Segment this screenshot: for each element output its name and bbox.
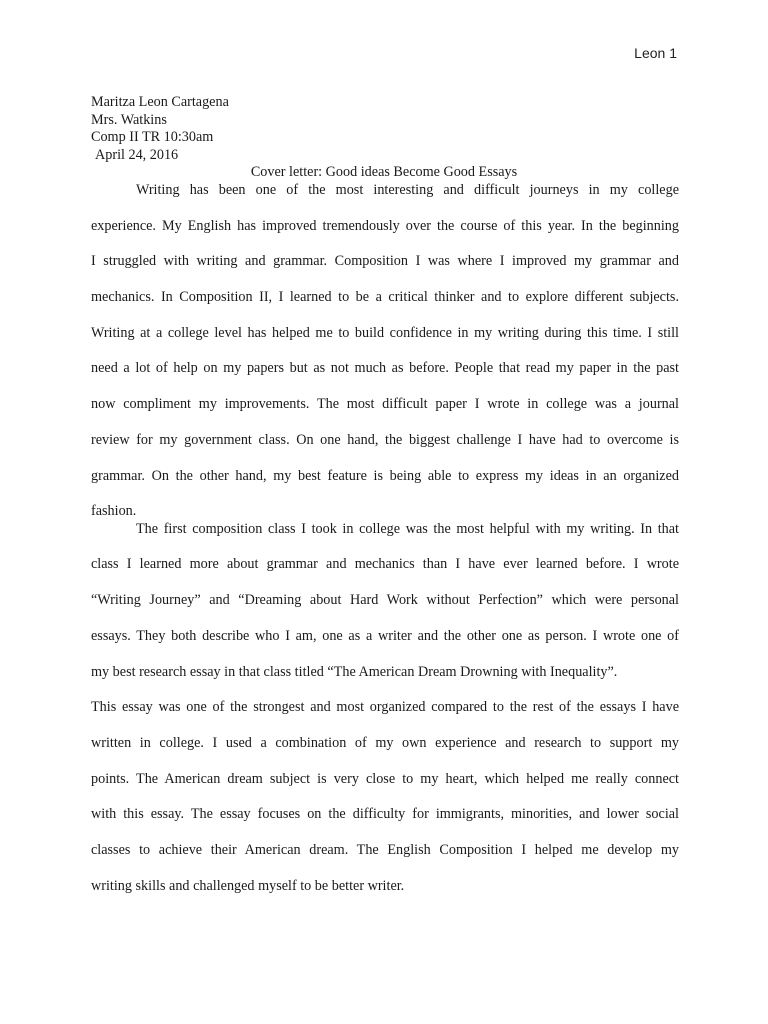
instructor-name: Mrs. Watkins <box>91 111 167 128</box>
text-line: The first composition class I took in college was the most helpful with my writing. In that <box>136 520 679 537</box>
text-line: points. The American dream subject is very close to my heart, which helped me really connect <box>91 770 679 787</box>
text-line: mechanics. In Composition II, I learned to be a critical thinker and to explore different subjects. <box>91 289 679 306</box>
text-line: experience. My English has improved tremendously over the course of this year. In the beginning <box>91 217 679 234</box>
text-line: This essay was one of the strongest and most organized compared to the rest of the essays I have <box>91 699 679 716</box>
running-head: Leon 1 <box>634 45 677 61</box>
date: April 24, 2016 <box>95 146 179 163</box>
text-line: essays. They both describe who I am, one as a writer and the other one as person. I wrote one of <box>91 627 679 644</box>
text-line: fashion. <box>91 503 137 520</box>
text-line: grammar. On the other hand, my best feature is being able to express my ideas in an organized <box>91 467 679 484</box>
text-line: written in college. I used a combination of my own experience and research to support my <box>91 734 679 751</box>
text-line: now compliment my improvements. The most difficult paper I wrote in college was a journal <box>91 396 679 413</box>
course-name: Comp II TR 10:30am <box>91 129 214 146</box>
text-line: writing skills and challenged myself to be better writer. <box>91 877 405 894</box>
text-line: my best research essay in that class titled “The American Dream Drowning with Inequality”. <box>91 663 618 680</box>
body-text <box>91 182 679 895</box>
text-line: class I learned more about grammar and mechanics than I have ever learned before. I wrote <box>91 556 679 573</box>
paragraph-2 <box>91 521 679 895</box>
mla-heading <box>91 94 229 164</box>
text-line: Writing at a college level has helped me to build confidence in my writing during this time. I still <box>91 324 679 341</box>
author-name: Maritza Leon Cartagena <box>91 94 229 110</box>
text-line: Writing has been one of the most interesting and difficult journeys in my college <box>136 182 679 198</box>
paragraph-1 <box>91 182 679 521</box>
text-line: review for my government class. On one hand, the biggest challenge I have had to overcome is <box>91 431 679 448</box>
document-title: Cover letter: Good ideas Become Good Essays <box>250 164 518 180</box>
text-line: classes to achieve their American dream. The English Composition I helped me develop my <box>91 841 679 858</box>
text-line: need a lot of help on my papers but as not much as before. People that read my paper in the past <box>91 360 679 377</box>
text-line: with this essay. The essay focuses on the difficulty for immigrants, minorities, and lower social <box>91 806 679 823</box>
text-line: “Writing Journey” and “Dreaming about Hard Work without Perfection” which were personal <box>91 592 679 609</box>
text-line: I struggled with writing and grammar. Composition I was where I improved my grammar and <box>91 253 679 270</box>
